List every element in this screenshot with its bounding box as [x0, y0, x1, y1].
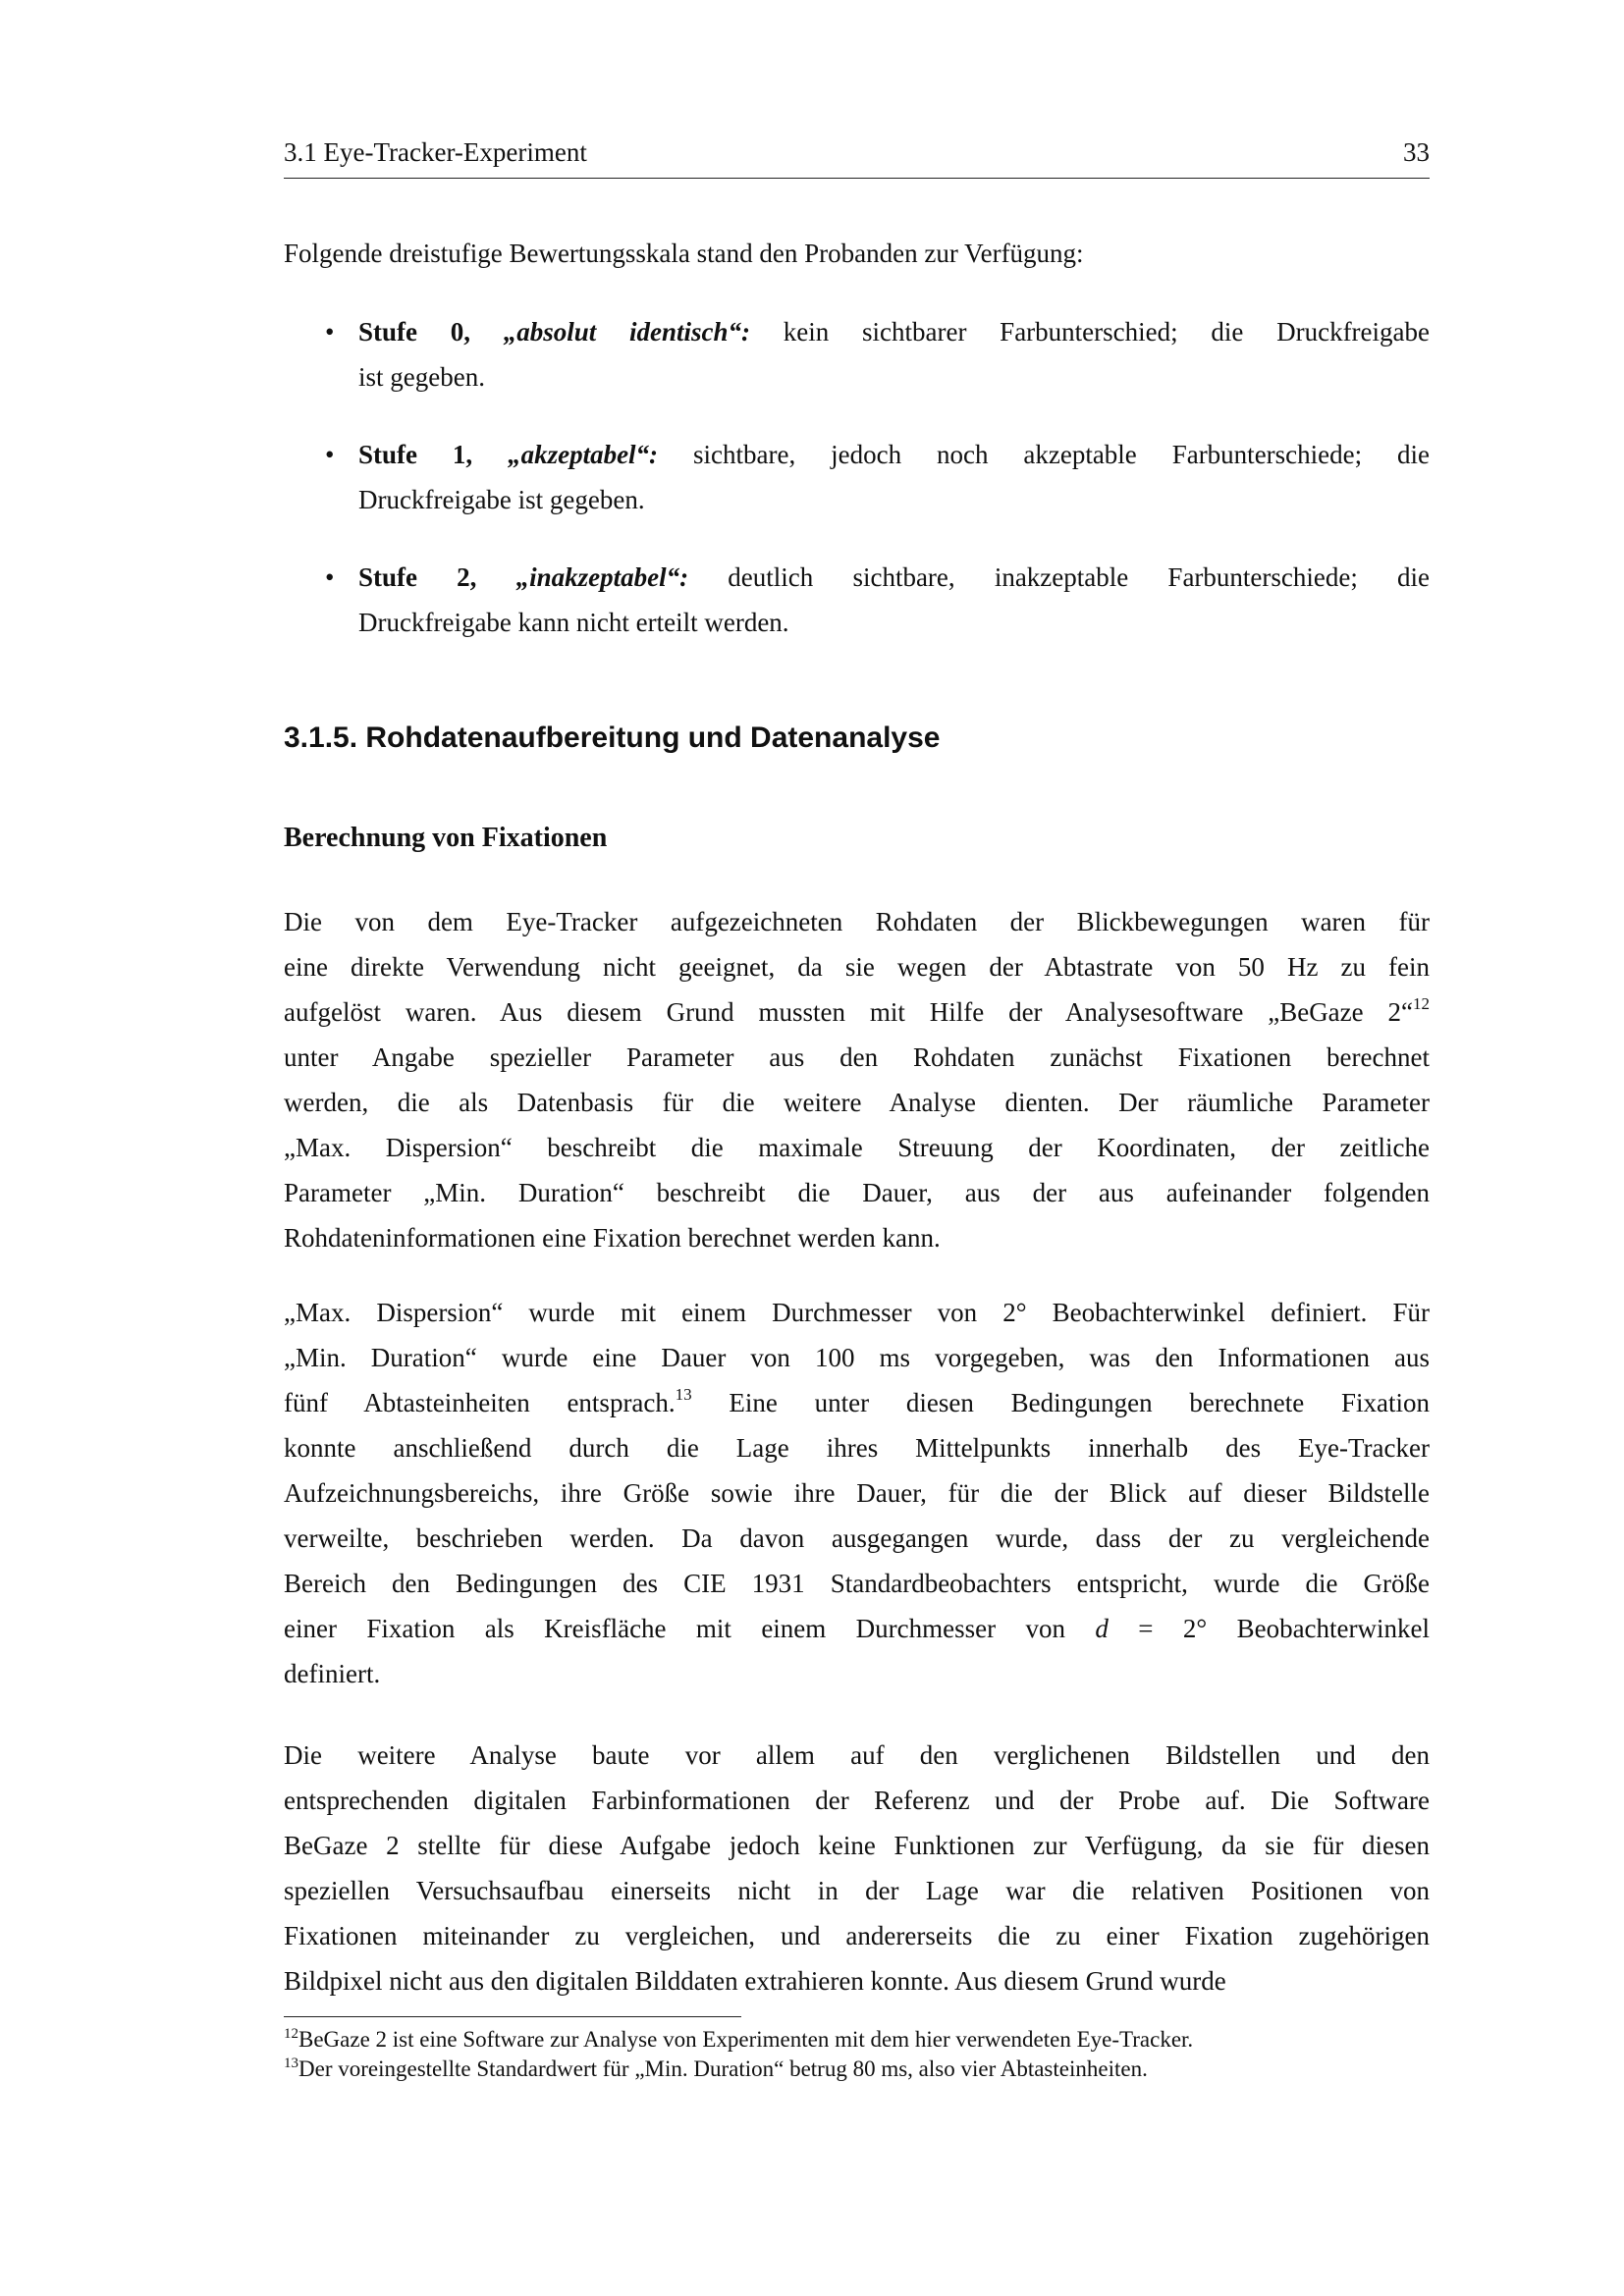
- footnote-text: BeGaze 2 ist eine Software zur Analyse von Experimenten mit dem hier verwendeten Eye-Tracker.: [298, 2027, 1194, 2052]
- bullet-icon: •: [325, 562, 335, 592]
- text-segment: eine direkte Verwendung nicht geeignet, da sie wegen der Abtastrate von 50 Hz zu fein: [284, 952, 1430, 982]
- text-line: [284, 1868, 1430, 1913]
- bullet-icon: •: [325, 440, 335, 469]
- text-segment: Die von dem Eye-Tracker aufgezeichneten Rohdaten der Blickbewegungen waren für: [284, 907, 1430, 936]
- text-line: [284, 1425, 1430, 1470]
- bullet-text: Druckfreigabe ist gegeben.: [358, 485, 645, 514]
- header-section-title: 3.1 Eye-Tracker-Experiment: [284, 137, 587, 167]
- footnote: [284, 2025, 1430, 2055]
- text-segment: Aufzeichnungsbereichs, ihre Größe sowie ihre Dauer, für die der Blick auf dieser Bildstelle: [284, 1478, 1430, 1508]
- text-segment: unter Angabe spezieller Parameter aus den Rohdaten zunächst Fixationen berechnet: [284, 1042, 1430, 1072]
- intro-text: Folgende dreistufige Bewertungsskala stand den Probanden zur Verfügung:: [284, 239, 1084, 268]
- text-segment: Eine unter diesen Bedingungen berechnete Fixation: [691, 1388, 1430, 1417]
- subsection-heading: Berechnung von Fixationen: [284, 823, 608, 853]
- text-line: [284, 1170, 1430, 1215]
- text-segment: Fixationen miteinander zu vergleichen, und andererseits die zu einer Fixation zugehörigen: [284, 1921, 1430, 1950]
- text-segment: Parameter „Min. Duration“ beschreibt die Dauer, aus der aus aufeinander folgenden: [284, 1178, 1430, 1207]
- text-line: [284, 944, 1430, 989]
- text-line: [284, 1516, 1430, 1561]
- text-segment: entsprechenden digitalen Farbinformationen der Referenz und der Probe auf. Die Software: [284, 1786, 1430, 1815]
- text-segment: konnte anschließend durch die Lage ihres Mittelpunkts innerhalb des Eye-Tracker: [284, 1433, 1430, 1463]
- bullet-text: deutlich sichtbare, inakzeptable Farbunterschiede; die: [728, 562, 1431, 592]
- bullet-quote: „absolut identisch“:: [503, 317, 751, 347]
- list-item: [284, 555, 1430, 645]
- text-segment: „Max. Dispersion“ wurde mit einem Durchmesser von 2° Beobachterwinkel definiert. Für: [284, 1298, 1430, 1327]
- text-line: [284, 1290, 1430, 1335]
- text-segment: „Max. Dispersion“ beschreibt die maximale Streuung der Koordinaten, der zeitliche: [284, 1133, 1430, 1162]
- bullet-icon: •: [325, 317, 335, 347]
- text-segment: speziellen Versuchsaufbau einerseits nicht in der Lage war die relativen Positionen von: [284, 1876, 1430, 1905]
- text-segment: = 2° Beobachterwinkel: [1108, 1614, 1430, 1643]
- bullet-quote: „akzeptabel“:: [508, 440, 659, 469]
- text-segment: einer Fixation als Kreisfläche mit einem Durchmesser von: [284, 1614, 1096, 1643]
- list-item: [284, 309, 1430, 400]
- text-segment: definiert.: [284, 1659, 381, 1688]
- text-line: [284, 1380, 1430, 1425]
- text-line: [284, 1335, 1430, 1380]
- header-rule: [284, 178, 1430, 179]
- footnote-number: 13: [284, 2056, 298, 2071]
- bullet-label: Stufe 0,: [358, 317, 504, 347]
- page-number: 33: [1403, 137, 1430, 167]
- text-segment: werden, die als Datenbasis für die weitere Analyse dienten. Der räumliche Parameter: [284, 1088, 1430, 1117]
- running-header: [284, 137, 1430, 171]
- paragraph: [284, 1290, 1430, 1696]
- footnote-number: 12: [284, 2026, 298, 2042]
- text-line: [284, 1823, 1430, 1868]
- text-segment: verweilte, beschrieben werden. Da davon ausgegangen wurde, dass der zu vergleichende: [284, 1523, 1430, 1553]
- footnote-reference: 12: [1413, 994, 1430, 1013]
- text-line: [284, 899, 1430, 944]
- text-line: [284, 1958, 1430, 2003]
- bullet-text: kein sichtbarer Farbunterschied; die Druckfreigabe: [783, 317, 1431, 347]
- bullet-text: Druckfreigabe kann nicht erteilt werden.: [358, 608, 789, 637]
- text-line: [284, 1778, 1430, 1823]
- footnote-reference: 13: [675, 1385, 692, 1404]
- list-item: [284, 432, 1430, 522]
- bullet-text: sichtbare, jedoch noch akzeptable Farbunterschiede; die: [692, 440, 1431, 469]
- text-line: [284, 989, 1430, 1035]
- text-line: [284, 1561, 1430, 1606]
- bullet-label: Stufe 1,: [358, 440, 509, 469]
- text-line: [284, 1470, 1430, 1516]
- math-variable: d: [1095, 1614, 1109, 1643]
- footnote: [284, 2055, 1430, 2084]
- section-heading: 3.1.5. Rohdatenaufbereitung und Datenanalyse: [284, 721, 941, 754]
- bullet-text: ist gegeben.: [358, 362, 485, 392]
- footnote-rule: [284, 2016, 741, 2017]
- text-segment: Rohdateninformationen eine Fixation berechnet werden kann.: [284, 1223, 941, 1253]
- text-line: [284, 1733, 1430, 1778]
- text-segment: „Min. Duration“ wurde eine Dauer von 100 ms vorgegeben, was den Informationen aus: [284, 1343, 1430, 1372]
- paragraph: [284, 1733, 1430, 2003]
- text-line: [284, 1215, 1430, 1260]
- text-line: [284, 1125, 1430, 1170]
- text-line: [284, 1913, 1430, 1958]
- text-segment: Bildpixel nicht aus den digitalen Bilddaten extrahieren konnte. Aus diesem Grund wurde: [284, 1966, 1226, 1996]
- text-segment: fünf Abtasteinheiten entsprach.: [284, 1388, 676, 1417]
- bullet-quote: „inakzeptabel“:: [515, 562, 689, 592]
- text-segment: BeGaze 2 stellte für diese Aufgabe jedoch keine Funktionen zur Verfügung, da sie für diesen: [284, 1831, 1430, 1860]
- text-line: [284, 1651, 1430, 1696]
- text-line: [284, 1035, 1430, 1080]
- text-segment: Die weitere Analyse baute vor allem auf den verglichenen Bildstellen und den: [284, 1740, 1430, 1770]
- text-segment: aufgelöst waren. Aus diesem Grund mussten mit Hilfe der Analysesoftware „BeGaze 2“: [284, 997, 1413, 1027]
- bullet-label: Stufe 2,: [358, 562, 516, 592]
- paragraph: [284, 899, 1430, 1260]
- text-line: [284, 1606, 1430, 1651]
- footnote-text: Der voreingestellte Standardwert für „Min. Duration“ betrug 80 ms, also vier Abtasteinheiten.: [298, 2056, 1148, 2081]
- text-segment: Bereich den Bedingungen des CIE 1931 Standardbeobachters entspricht, wurde die Größe: [284, 1569, 1430, 1598]
- text-line: [284, 1080, 1430, 1125]
